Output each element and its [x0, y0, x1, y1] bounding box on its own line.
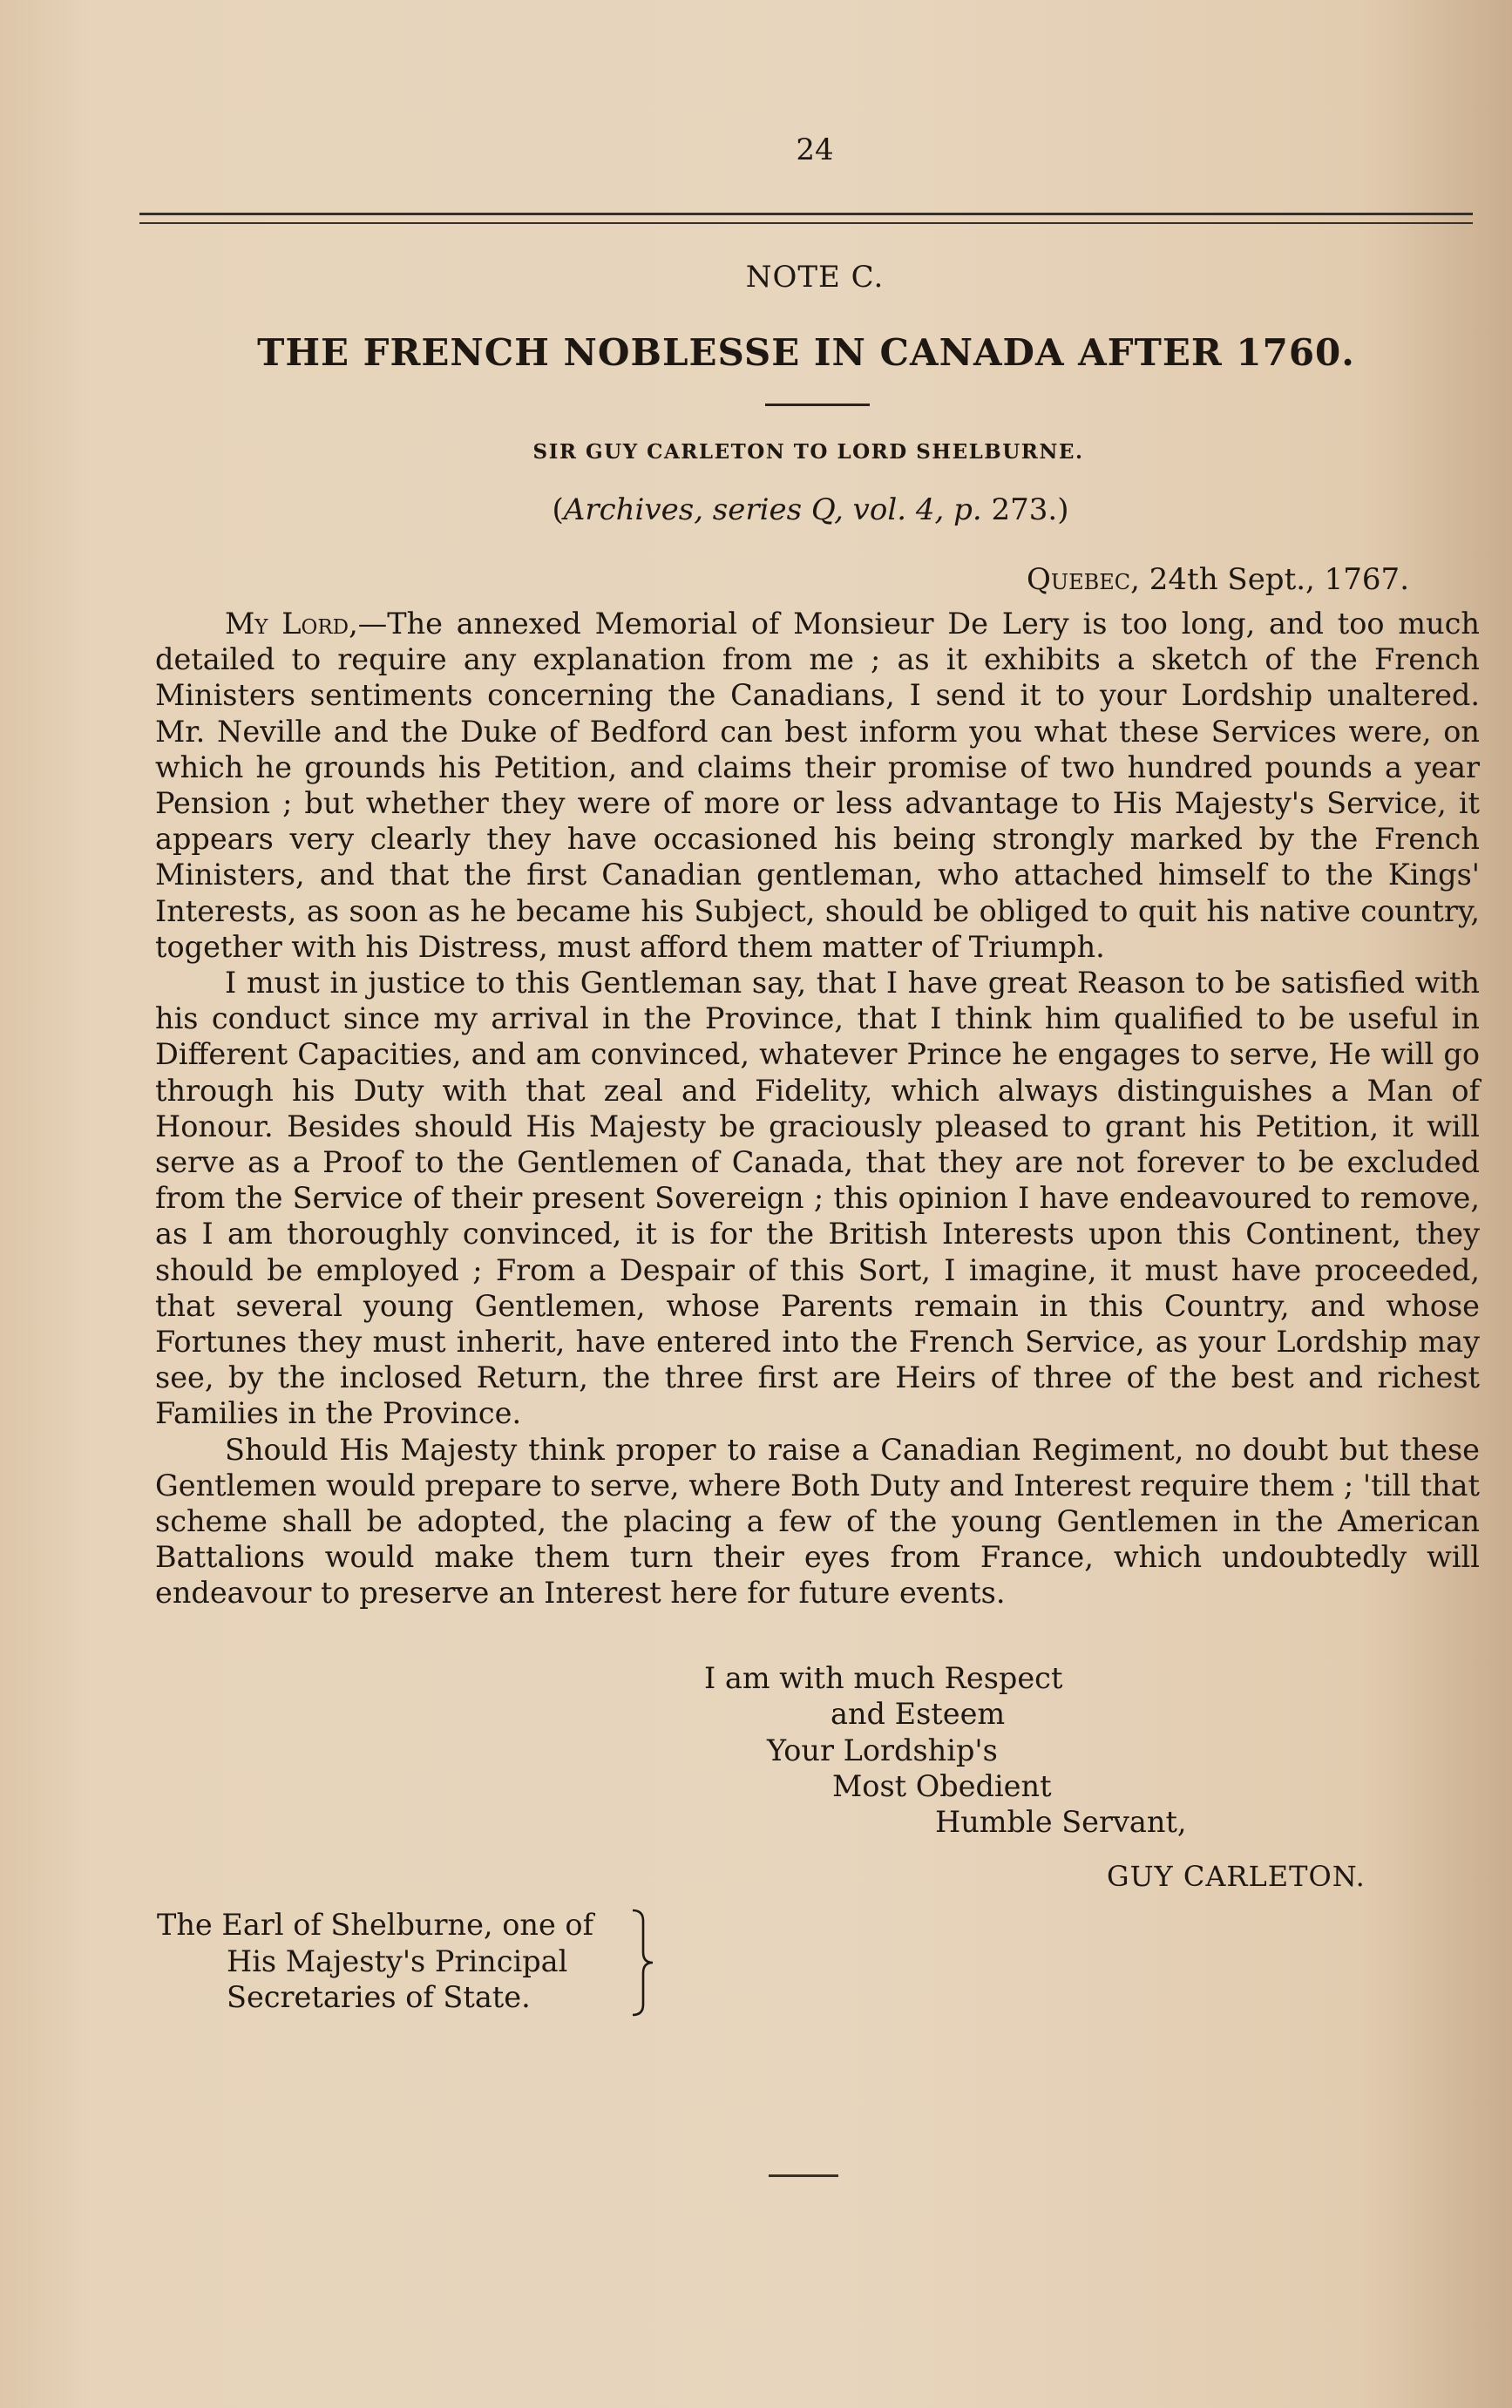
letter-paragraph-3: Should His Majesty think proper to raise a Canadian Regiment, no doubt but these Gentlemen would prepare to serve, where Both Duty and Interest require them ; 'till that scheme shall be adopted, the placing a few of the young Gentlemen in the American Battalions would make them turn their eyes from France, which undoubtedly will endeavour to preserve an Interest here for future events. [155, 1432, 1480, 1611]
closing-line-3: Your Lordship's [767, 1733, 998, 1767]
paragraph-1-text: —The annexed Memorial of Monsieur De Lery is too long, and too much detailed to require any explanation from me ; as it exhibits a sketch of the French Ministers sentiments concerning the Canadians, I send it to your Lordship unaltered. Mr. Neville and the Duke of Bedford can best inform you what these Services were, on which he grounds his Petition, and claims their promise of two hundred pounds a year Pension ; but whether they were of more or less advantage to His Majesty's Service, it appears very clearly they have occasioned his being strongly marked by the French Ministers, and that the first Canadian gentleman, who attached himself to the Kings' Interests, as soon as he became his Subject, should be obliged to quit his native country, together with his Distress, must afford them matter of Triumph. [155, 607, 1480, 964]
dateline [1027, 562, 1409, 597]
citation-close-paren: ) [1057, 492, 1069, 527]
closing-line-5: Humble Servant, [935, 1805, 1187, 1839]
section-heading: THE FRENCH NOBLESSE IN CANADA AFTER 1760. [257, 331, 1355, 374]
addressee-line-1: The Earl of Shelburne, one of [157, 1908, 593, 1942]
curly-brace-icon [629, 1909, 655, 2018]
letter-paragraph-2: I must in justice to this Gentleman say, that I have great Reason to be satisfied with his conduct since my arrival in the Province, that I think him qualified to be useful in Different Capacities, and am convinced, whatever Prince he engages to serve, He will go through his Duty with that zeal and Fidelity, which always distinguishes a Man of Honour. Besides should His Majesty be graciously pleased to grant his Petition, it will serve as a Proof to the Gentlemen of Canada, that they are not forever to be excluded from the Service of their present Sovereign ; this opinion I have endeavoured to remove, as I am thoroughly convinced, it is for the British Interests upon this Continent, they should be employed ; From a Despair of this Sort, I imagine, it must have proceeded, that several young Gentlemen, whose Parents remain in this Country, and whose Fortunes they must inherit, have entered into the French Service, as your Lordship may see, by the inclosed Return, the three first are Heirs of three of the best and richest Families in the Province. [155, 966, 1480, 1431]
letter-subheading: SIR GUY CARLETON TO LORD SHELBURNE. [532, 440, 1084, 464]
signature: GUY CARLETON. [1107, 1860, 1366, 1893]
dateline-place: Quebec, [1027, 562, 1140, 597]
letter-body [155, 606, 1480, 1611]
salutation: My Lord, [225, 607, 358, 641]
page-number: 24 [796, 132, 834, 167]
addressee-line-2: His Majesty's Principal [227, 1943, 568, 1978]
dateline-date: 24th Sept., 1767. [1149, 562, 1409, 597]
heading-divider [765, 404, 870, 406]
end-divider [769, 2174, 838, 2177]
closing-line-4: Most Obedient [832, 1769, 1052, 1803]
addressee-line-3: Secretaries of State. [227, 1980, 531, 2014]
citation-text: Archives, series Q, vol. 4, p. [563, 492, 982, 527]
letter-paragraph-1 [155, 606, 1480, 965]
citation-open-paren: ( [552, 492, 564, 527]
note-label: NOTE C. [745, 260, 885, 295]
header-double-rule [139, 213, 1473, 224]
citation-page: 273. [991, 492, 1058, 527]
addressee-block [157, 1907, 593, 2016]
archive-citation [0, 492, 1512, 527]
closing-line-1: I am with much Respect [704, 1661, 1063, 1695]
closing-line-2: and Esteem [831, 1697, 1006, 1731]
